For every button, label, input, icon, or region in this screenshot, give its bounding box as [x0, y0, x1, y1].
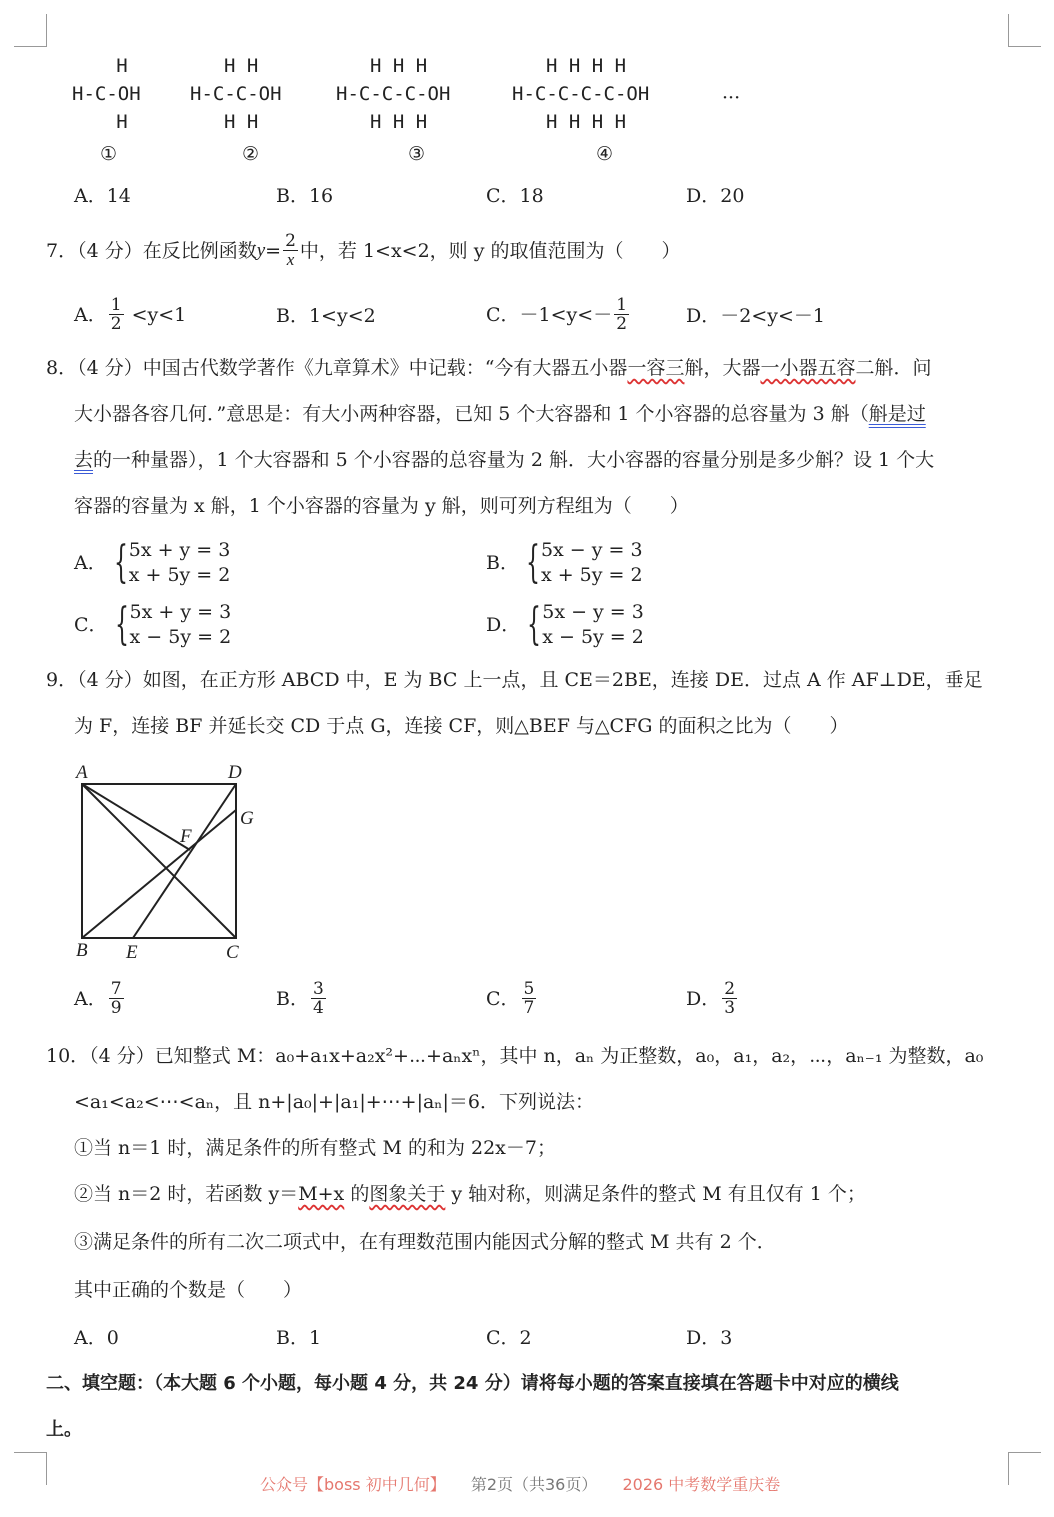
q10-option-b: B．1 [276, 1327, 322, 1349]
fraction-denominator: 2 [616, 314, 628, 334]
option-label: A． [74, 987, 107, 1010]
option-label: A． [74, 303, 107, 326]
q7-equals: = [265, 239, 282, 262]
structure-main-chain: H-C-C-C-OH [336, 83, 451, 105]
option-fraction [109, 980, 124, 1017]
structure-bottom: H H H H [546, 111, 627, 133]
crop-mark-top-left [14, 14, 47, 47]
structure-top: H H H [370, 55, 428, 77]
q10-line-2: <a₁<a₂<⋯<aₙ，且 n+|a₀|+|a₁|+⋯+|aₙ|＝6．下列说法： [74, 1091, 595, 1113]
text: 的一种量器），1 个大容器和 5 个小容器的总容量为 2 斛．大小容器的容量分别是多少斛？设 1 个大 [93, 449, 935, 471]
label-c: C [226, 942, 239, 963]
q10-statement-1: ①当 n＝1 时，满足条件的所有整式 M 的和为 22x－7； [74, 1137, 556, 1159]
structure-number-4: ④ [596, 143, 614, 165]
crop-mark-bottom-right [1008, 1452, 1041, 1485]
fraction-numerator: 5 [523, 979, 535, 999]
underlined-text: 斛是过 [868, 403, 926, 425]
wavy-underlined-text: 一小器五容 [760, 357, 856, 379]
segment-af [82, 784, 190, 850]
equation-2: x − 5y = 2 [129, 626, 232, 648]
label-a: A [76, 762, 88, 783]
option-text: －1<y<－ [519, 303, 613, 326]
fraction-denominator: 4 [312, 998, 324, 1018]
q6-option-d: D．20 [686, 185, 745, 207]
structure-number-3: ③ [408, 143, 426, 165]
structure-number-2: ② [242, 143, 260, 165]
q7-option-d: D．－2<y<－1 [686, 305, 825, 327]
structure-bottom: H H H [370, 111, 428, 133]
q10-option-d: D．3 [686, 1327, 733, 1349]
fraction-numerator: 7 [110, 979, 122, 999]
q8-option-d [486, 600, 644, 650]
q7-fraction [283, 232, 298, 269]
equation-1: 5x + y = 3 [128, 539, 231, 561]
option-fraction [311, 980, 326, 1017]
q8-option-b [486, 538, 643, 588]
q7-suffix: 中，若 1<x<2，则 y 的取值范围为（ ） [299, 239, 681, 262]
option-label: C． [486, 987, 520, 1010]
equation-2: x − 5y = 2 [542, 626, 644, 648]
fraction-denominator: 9 [110, 998, 122, 1018]
wavy-underlined-text: 图象关于 [369, 1183, 446, 1205]
q7-option-b: B．1<y<2 [276, 305, 376, 327]
option-fraction [109, 296, 124, 333]
structure-main-chain: H-C-OH [72, 83, 141, 105]
structure-3 [336, 52, 496, 136]
text: 大小器各容几何．”意思是：有大小两种容器，已知 5 个大容器和 1 个小容器的总容量为 3 斛（ [74, 403, 869, 425]
q10-question: 其中正确的个数是（ ） [74, 1279, 303, 1301]
option-label: B． [276, 987, 309, 1010]
option-label: C． [486, 303, 520, 326]
q8-line-1 [46, 356, 932, 380]
equation-2: x + 5y = 2 [540, 564, 643, 586]
q6-option-a: A．14 [74, 185, 131, 207]
footer [260, 1472, 780, 1495]
text: 8．（4 分）中国古代数学著作《九章算术》中记载：“今有大器五小器 [46, 357, 628, 379]
q9-line-2: 为 F，连接 BF 并延长交 CD 于点 G，连接 CF，则△BEF 与△CFG 的面积之比为（ ） [74, 715, 849, 737]
equation-system [520, 600, 644, 650]
underlined-text: 去 [74, 449, 94, 471]
equation-system [519, 538, 643, 588]
segment-ac [82, 784, 236, 938]
equation-system [107, 538, 231, 588]
option-label: A． [74, 552, 107, 574]
structure-top: H H [224, 55, 259, 77]
option-fraction [722, 980, 737, 1017]
brace: { [525, 537, 540, 588]
brace: { [113, 537, 128, 588]
segment-bg [82, 810, 236, 938]
segment-de [133, 784, 236, 938]
brace: { [114, 599, 129, 650]
structure-bottom: H [116, 111, 128, 133]
equation-1: 5x + y = 3 [129, 601, 232, 623]
fraction-numerator: 3 [312, 979, 324, 999]
fraction-numerator: 2 [724, 979, 736, 999]
structure-4 [512, 52, 708, 136]
q8-line-3 [74, 448, 934, 472]
text: ②当 n＝2 时，若函数 y＝ [74, 1183, 299, 1205]
q7-option-a [74, 296, 186, 333]
label-f: F [180, 826, 192, 847]
q10-statement-2 [74, 1182, 866, 1206]
q8-option-c [74, 600, 231, 650]
brace: { [527, 599, 542, 650]
option-label: C． [74, 614, 108, 636]
equation-1: 5x − y = 3 [542, 601, 644, 623]
q7-option-c [486, 296, 631, 333]
footer-exam-title: 2026 中考数学重庆卷 [622, 1475, 781, 1494]
q10-line-1: 10．（4 分）已知整式 M：a₀+a₁x+a₂x²+⋯+aₙxⁿ，其中 n，aₙ 为正整数，a₀，a₁，a₂，⋯，aₙ₋₁ 为整数，a₀ [46, 1045, 984, 1067]
text: 斛，大器 [684, 357, 761, 379]
q8-option-a [74, 538, 230, 588]
structure-bottom: H H [224, 111, 259, 133]
wavy-underlined-text: 一容三 [627, 357, 685, 379]
option-text: <y<1 [131, 303, 187, 326]
q9-option-d [686, 980, 739, 1017]
footer-page-number: 第2页（共36页） [470, 1475, 598, 1494]
equation-2: x + 5y = 2 [128, 564, 231, 586]
q6-option-c: C．18 [486, 185, 544, 207]
text: 二斛．问 [855, 357, 932, 379]
fraction-numerator: 2 [285, 231, 296, 251]
section-2-heading-line-1: 二、填空题：（本大题 6 个小题，每小题 4 分，共 24 分）请将每小题的答案直接填在答题卡中对应的横线 [46, 1373, 899, 1394]
label-d: D [228, 762, 242, 783]
q8-line-2 [74, 402, 926, 426]
structure-main-chain: H-C-C-C-C-OH [512, 83, 650, 105]
q9-geometry-figure [70, 760, 270, 965]
structure-2 [190, 52, 318, 136]
label-g: G [240, 808, 254, 829]
structure-ellipsis: ··· [722, 87, 741, 109]
option-label: B． [486, 552, 519, 574]
equation-1: 5x − y = 3 [540, 539, 643, 561]
crop-mark-top-right [1008, 14, 1041, 47]
structure-1 [72, 52, 168, 136]
footer-wechat-account: 公众号【boss 初中几何】 [260, 1475, 446, 1494]
q10-option-c: C．2 [486, 1327, 532, 1349]
structure-main-chain: H-C-C-OH [190, 83, 282, 105]
fraction-denominator: 3 [724, 998, 736, 1018]
label-e: E [126, 942, 138, 963]
q9-line-1: 9．（4 分）如图，在正方形 ABCD 中，E 为 BC 上一点，且 CE＝2BE，连接 DE．过点 A 作 AF⊥DE，垂足 [46, 669, 983, 691]
q7-var-y: y [256, 239, 266, 261]
wavy-underlined-text: M+x [298, 1183, 345, 1205]
q9-option-a [74, 980, 126, 1017]
section-2-heading-line-2: 上。 [46, 1419, 82, 1440]
fraction-denominator: x [286, 250, 295, 269]
fraction-denominator: 2 [110, 314, 122, 334]
text: 的 [344, 1183, 370, 1205]
structure-number-1: ① [100, 143, 118, 165]
fraction-denominator: 7 [523, 998, 535, 1018]
q9-option-c [486, 980, 538, 1017]
q8-line-4: 容器的容量为 x 斛，1 个小容器的容量为 y 斛，则可列方程组为（ ） [74, 495, 689, 517]
q10-statement-3: ③满足条件的所有二次二项式中，在有理数范围内能因式分解的整式 M 共有 2 个． [74, 1231, 776, 1253]
equation-system [108, 600, 232, 650]
option-label: D． [686, 987, 721, 1010]
structure-top: H H H H [546, 55, 627, 77]
option-label: D． [486, 614, 521, 636]
q6-option-b: B．16 [276, 185, 334, 207]
option-fraction [614, 296, 629, 333]
fraction-numerator: 1 [110, 295, 122, 315]
crop-mark-bottom-left [14, 1452, 47, 1485]
q9-option-b [276, 980, 328, 1017]
q7-prefix: 7．（4 分）在反比例函数 [46, 239, 257, 262]
fraction-numerator: 1 [616, 295, 628, 315]
text: y 轴对称，则满足条件的整式 M 有且仅有 1 个； [445, 1183, 866, 1205]
option-fraction [522, 980, 537, 1017]
label-b: B [76, 940, 88, 961]
q7-stem [46, 232, 681, 269]
structure-top: H [116, 55, 128, 77]
q10-option-a: A．0 [74, 1327, 119, 1349]
